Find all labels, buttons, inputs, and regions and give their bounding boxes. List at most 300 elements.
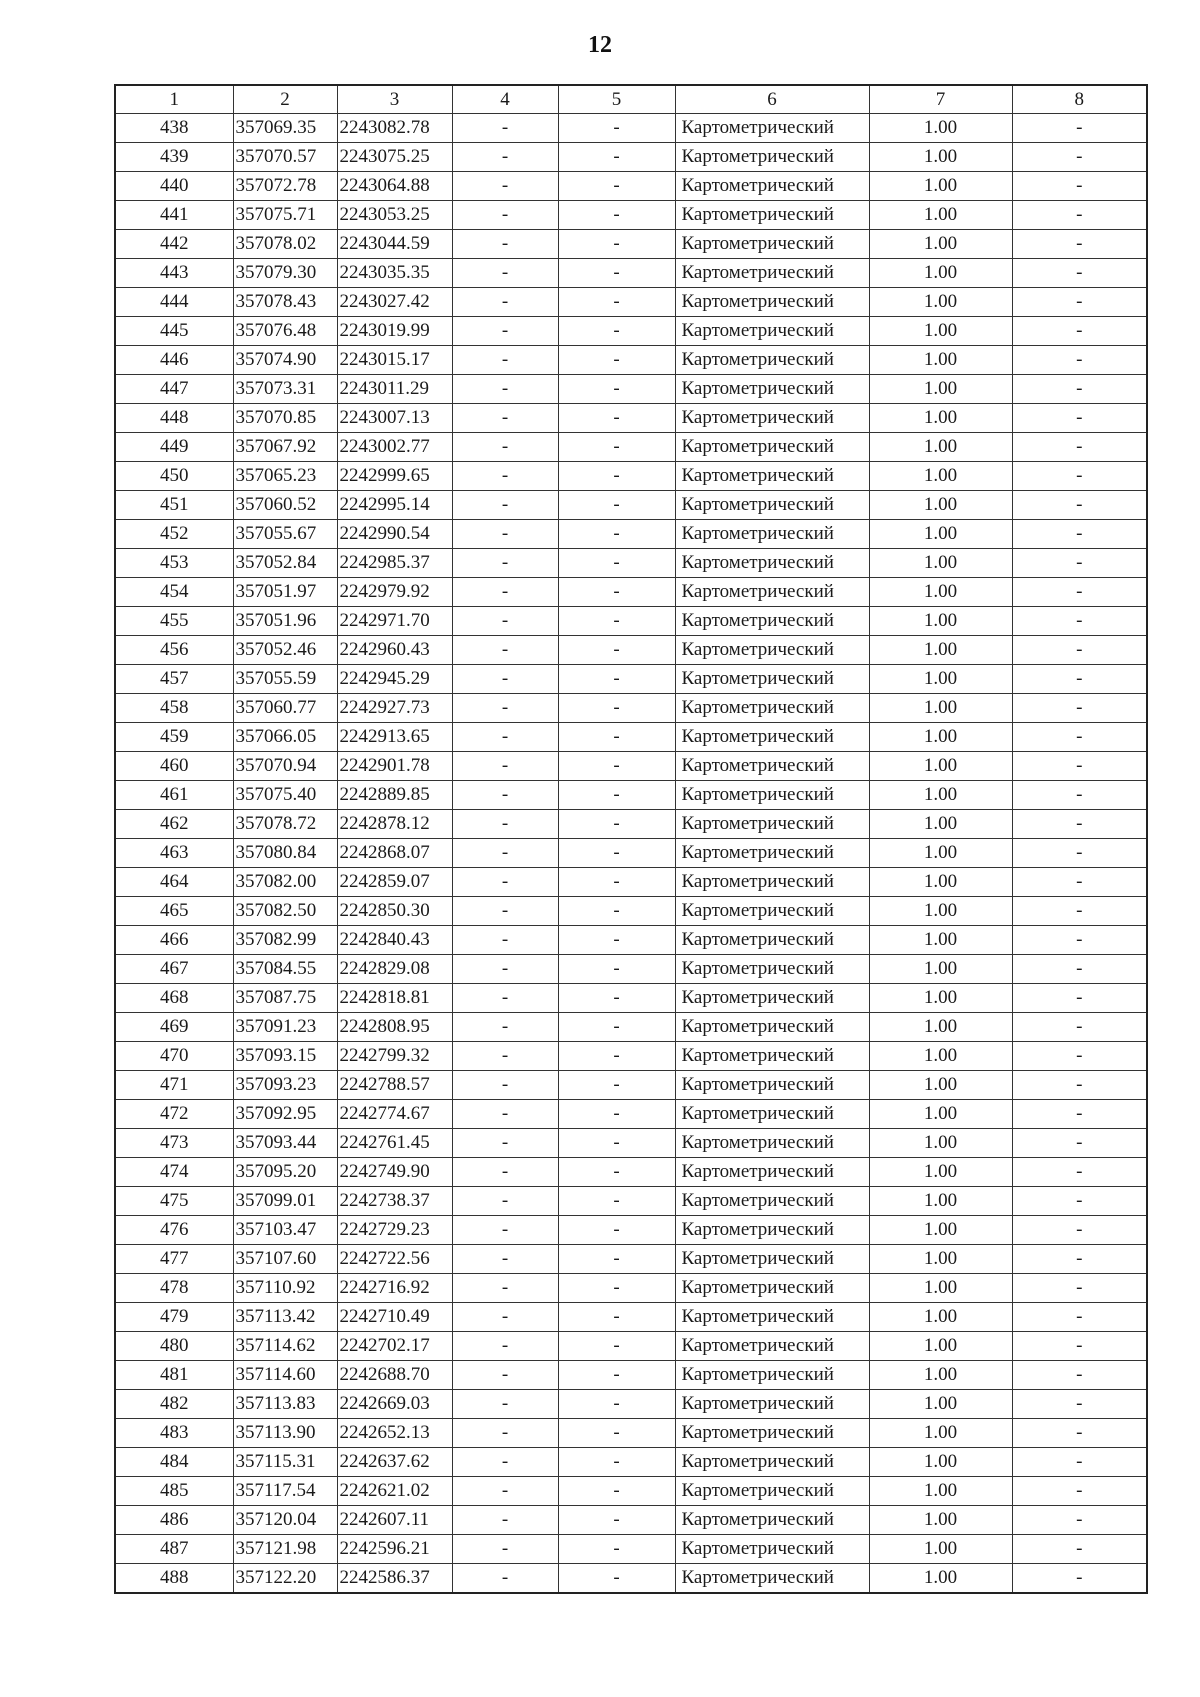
accuracy-cell: 1.00 [869, 897, 1012, 926]
col5-cell: - [558, 172, 675, 201]
col4-cell: - [452, 1187, 558, 1216]
accuracy-cell: 1.00 [869, 752, 1012, 781]
accuracy-cell: 1.00 [869, 1390, 1012, 1419]
y-coordinate-cell: 2243064.88 [337, 172, 452, 201]
col8-cell: - [1012, 404, 1147, 433]
table-row [115, 433, 1147, 462]
table-row [115, 1303, 1147, 1332]
method-cell: Картометрический [675, 259, 869, 288]
method-cell: Картометрический [675, 1187, 869, 1216]
table-row [115, 143, 1147, 172]
table-row [115, 1535, 1147, 1564]
x-coordinate-cell: 357073.31 [233, 375, 337, 404]
point-number-cell: 484 [115, 1448, 233, 1477]
table-row [115, 1361, 1147, 1390]
method-cell: Картометрический [675, 694, 869, 723]
accuracy-cell: 1.00 [869, 1274, 1012, 1303]
col5-cell: - [558, 1129, 675, 1158]
col8-cell: - [1012, 462, 1147, 491]
point-number-cell: 479 [115, 1303, 233, 1332]
col5-cell: - [558, 143, 675, 172]
col5-cell: - [558, 1332, 675, 1361]
point-number-cell: 475 [115, 1187, 233, 1216]
y-coordinate-cell: 2242702.17 [337, 1332, 452, 1361]
col5-cell: - [558, 868, 675, 897]
accuracy-cell: 1.00 [869, 1013, 1012, 1042]
table-row [115, 636, 1147, 665]
accuracy-cell: 1.00 [869, 114, 1012, 143]
col8-cell: - [1012, 955, 1147, 984]
x-coordinate-cell: 357113.83 [233, 1390, 337, 1419]
col5-cell: - [558, 346, 675, 375]
y-coordinate-cell: 2242868.07 [337, 839, 452, 868]
accuracy-cell: 1.00 [869, 201, 1012, 230]
y-coordinate-cell: 2242999.65 [337, 462, 452, 491]
col4-cell: - [452, 839, 558, 868]
table-row [115, 404, 1147, 433]
column-header: 7 [869, 85, 1012, 114]
col8-cell: - [1012, 926, 1147, 955]
y-coordinate-cell: 2243035.35 [337, 259, 452, 288]
accuracy-cell: 1.00 [869, 781, 1012, 810]
column-header: 8 [1012, 85, 1147, 114]
col4-cell: - [452, 955, 558, 984]
col5-cell: - [558, 1390, 675, 1419]
col4-cell: - [452, 694, 558, 723]
col4-cell: - [452, 926, 558, 955]
x-coordinate-cell: 357115.31 [233, 1448, 337, 1477]
y-coordinate-cell: 2242722.56 [337, 1245, 452, 1274]
accuracy-cell: 1.00 [869, 1332, 1012, 1361]
y-coordinate-cell: 2242716.92 [337, 1274, 452, 1303]
x-coordinate-cell: 357084.55 [233, 955, 337, 984]
x-coordinate-cell: 357117.54 [233, 1477, 337, 1506]
col8-cell: - [1012, 1013, 1147, 1042]
table-row [115, 1274, 1147, 1303]
table-row [115, 375, 1147, 404]
x-coordinate-cell: 357113.90 [233, 1419, 337, 1448]
point-number-cell: 467 [115, 955, 233, 984]
x-coordinate-cell: 357055.59 [233, 665, 337, 694]
method-cell: Картометрический [675, 1361, 869, 1390]
accuracy-cell: 1.00 [869, 375, 1012, 404]
table-row [115, 723, 1147, 752]
table-row [115, 1129, 1147, 1158]
y-coordinate-cell: 2242738.37 [337, 1187, 452, 1216]
col4-cell: - [452, 1419, 558, 1448]
col8-cell: - [1012, 1477, 1147, 1506]
point-number-cell: 457 [115, 665, 233, 694]
col4-cell: - [452, 1100, 558, 1129]
accuracy-cell: 1.00 [869, 1100, 1012, 1129]
y-coordinate-cell: 2242596.21 [337, 1535, 452, 1564]
accuracy-cell: 1.00 [869, 955, 1012, 984]
col4-cell: - [452, 1274, 558, 1303]
table-row [115, 230, 1147, 259]
x-coordinate-cell: 357052.46 [233, 636, 337, 665]
x-coordinate-cell: 357093.44 [233, 1129, 337, 1158]
y-coordinate-cell: 2242889.85 [337, 781, 452, 810]
x-coordinate-cell: 357093.15 [233, 1042, 337, 1071]
col8-cell: - [1012, 1419, 1147, 1448]
method-cell: Картометрический [675, 636, 869, 665]
col8-cell: - [1012, 1158, 1147, 1187]
col5-cell: - [558, 897, 675, 926]
point-number-cell: 458 [115, 694, 233, 723]
column-header: 1 [115, 85, 233, 114]
accuracy-cell: 1.00 [869, 1448, 1012, 1477]
point-number-cell: 480 [115, 1332, 233, 1361]
col8-cell: - [1012, 1506, 1147, 1535]
x-coordinate-cell: 357070.94 [233, 752, 337, 781]
point-number-cell: 473 [115, 1129, 233, 1158]
method-cell: Картометрический [675, 868, 869, 897]
method-cell: Картометрический [675, 955, 869, 984]
page-number: 12 [588, 32, 612, 58]
x-coordinate-cell: 357078.43 [233, 288, 337, 317]
table-row [115, 549, 1147, 578]
col8-cell: - [1012, 723, 1147, 752]
col5-cell: - [558, 955, 675, 984]
table-row [115, 1390, 1147, 1419]
y-coordinate-cell: 2242859.07 [337, 868, 452, 897]
method-cell: Картометрический [675, 288, 869, 317]
point-number-cell: 443 [115, 259, 233, 288]
col8-cell: - [1012, 868, 1147, 897]
point-number-cell: 463 [115, 839, 233, 868]
y-coordinate-cell: 2242788.57 [337, 1071, 452, 1100]
accuracy-cell: 1.00 [869, 1158, 1012, 1187]
col4-cell: - [452, 230, 558, 259]
y-coordinate-cell: 2242990.54 [337, 520, 452, 549]
point-number-cell: 469 [115, 1013, 233, 1042]
point-number-cell: 483 [115, 1419, 233, 1448]
col8-cell: - [1012, 375, 1147, 404]
method-cell: Картометрический [675, 143, 869, 172]
col4-cell: - [452, 1303, 558, 1332]
col8-cell: - [1012, 433, 1147, 462]
accuracy-cell: 1.00 [869, 317, 1012, 346]
col4-cell: - [452, 433, 558, 462]
method-cell: Картометрический [675, 201, 869, 230]
y-coordinate-cell: 2242985.37 [337, 549, 452, 578]
method-cell: Картометрический [675, 114, 869, 143]
x-coordinate-cell: 357087.75 [233, 984, 337, 1013]
table-row [115, 114, 1147, 143]
col8-cell: - [1012, 1448, 1147, 1477]
table-row [115, 462, 1147, 491]
point-number-cell: 460 [115, 752, 233, 781]
point-number-cell: 452 [115, 520, 233, 549]
table-row [115, 1332, 1147, 1361]
x-coordinate-cell: 357082.00 [233, 868, 337, 897]
y-coordinate-cell: 2242669.03 [337, 1390, 452, 1419]
method-cell: Картометрический [675, 984, 869, 1013]
col5-cell: - [558, 1100, 675, 1129]
point-number-cell: 472 [115, 1100, 233, 1129]
accuracy-cell: 1.00 [869, 1042, 1012, 1071]
y-coordinate-cell: 2243075.25 [337, 143, 452, 172]
y-coordinate-cell: 2242840.43 [337, 926, 452, 955]
y-coordinate-cell: 2242688.70 [337, 1361, 452, 1390]
col5-cell: - [558, 723, 675, 752]
y-coordinate-cell: 2242729.23 [337, 1216, 452, 1245]
point-number-cell: 488 [115, 1564, 233, 1594]
col5-cell: - [558, 1042, 675, 1071]
x-coordinate-cell: 357121.98 [233, 1535, 337, 1564]
col8-cell: - [1012, 1564, 1147, 1594]
x-coordinate-cell: 357051.96 [233, 607, 337, 636]
accuracy-cell: 1.00 [869, 288, 1012, 317]
col5-cell: - [558, 520, 675, 549]
col4-cell: - [452, 404, 558, 433]
point-number-cell: 451 [115, 491, 233, 520]
col4-cell: - [452, 1245, 558, 1274]
col8-cell: - [1012, 1129, 1147, 1158]
col4-cell: - [452, 1390, 558, 1419]
accuracy-cell: 1.00 [869, 578, 1012, 607]
table-body [115, 114, 1147, 1594]
column-header: 4 [452, 85, 558, 114]
accuracy-cell: 1.00 [869, 404, 1012, 433]
accuracy-cell: 1.00 [869, 259, 1012, 288]
table-row [115, 926, 1147, 955]
method-cell: Картометрический [675, 1303, 869, 1332]
col8-cell: - [1012, 984, 1147, 1013]
col5-cell: - [558, 1216, 675, 1245]
accuracy-cell: 1.00 [869, 172, 1012, 201]
method-cell: Картометрический [675, 520, 869, 549]
col4-cell: - [452, 1013, 558, 1042]
table-row [115, 491, 1147, 520]
accuracy-cell: 1.00 [869, 723, 1012, 752]
y-coordinate-cell: 2242960.43 [337, 636, 452, 665]
col5-cell: - [558, 549, 675, 578]
x-coordinate-cell: 357070.85 [233, 404, 337, 433]
col8-cell: - [1012, 665, 1147, 694]
accuracy-cell: 1.00 [869, 607, 1012, 636]
point-number-cell: 474 [115, 1158, 233, 1187]
point-number-cell: 442 [115, 230, 233, 259]
col8-cell: - [1012, 1390, 1147, 1419]
accuracy-cell: 1.00 [869, 1245, 1012, 1274]
method-cell: Картометрический [675, 578, 869, 607]
accuracy-cell: 1.00 [869, 1506, 1012, 1535]
method-cell: Картометрический [675, 317, 869, 346]
accuracy-cell: 1.00 [869, 1535, 1012, 1564]
col8-cell: - [1012, 1303, 1147, 1332]
y-coordinate-cell: 2242808.95 [337, 1013, 452, 1042]
point-number-cell: 441 [115, 201, 233, 230]
point-number-cell: 461 [115, 781, 233, 810]
y-coordinate-cell: 2242774.67 [337, 1100, 452, 1129]
y-coordinate-cell: 2242652.13 [337, 1419, 452, 1448]
point-number-cell: 439 [115, 143, 233, 172]
accuracy-cell: 1.00 [869, 1419, 1012, 1448]
y-coordinate-cell: 2243044.59 [337, 230, 452, 259]
col8-cell: - [1012, 491, 1147, 520]
col8-cell: - [1012, 201, 1147, 230]
col5-cell: - [558, 1564, 675, 1594]
col4-cell: - [452, 665, 558, 694]
x-coordinate-cell: 357070.57 [233, 143, 337, 172]
x-coordinate-cell: 357076.48 [233, 317, 337, 346]
col4-cell: - [452, 143, 558, 172]
col5-cell: - [558, 1013, 675, 1042]
col5-cell: - [558, 607, 675, 636]
accuracy-cell: 1.00 [869, 1129, 1012, 1158]
col5-cell: - [558, 752, 675, 781]
point-number-cell: 455 [115, 607, 233, 636]
y-coordinate-cell: 2243011.29 [337, 375, 452, 404]
col8-cell: - [1012, 781, 1147, 810]
col5-cell: - [558, 1245, 675, 1274]
y-coordinate-cell: 2242710.49 [337, 1303, 452, 1332]
col8-cell: - [1012, 1216, 1147, 1245]
col5-cell: - [558, 259, 675, 288]
col8-cell: - [1012, 694, 1147, 723]
col5-cell: - [558, 1158, 675, 1187]
col8-cell: - [1012, 1361, 1147, 1390]
x-coordinate-cell: 357060.77 [233, 694, 337, 723]
accuracy-cell: 1.00 [869, 462, 1012, 491]
point-number-cell: 464 [115, 868, 233, 897]
point-number-cell: 438 [115, 114, 233, 143]
x-coordinate-cell: 357092.95 [233, 1100, 337, 1129]
method-cell: Картометрический [675, 549, 869, 578]
table-row [115, 694, 1147, 723]
table-row [115, 810, 1147, 839]
method-cell: Картометрический [675, 491, 869, 520]
x-coordinate-cell: 357052.84 [233, 549, 337, 578]
col8-cell: - [1012, 607, 1147, 636]
method-cell: Картометрический [675, 375, 869, 404]
accuracy-cell: 1.00 [869, 1071, 1012, 1100]
method-cell: Картометрический [675, 433, 869, 462]
point-number-cell: 444 [115, 288, 233, 317]
point-number-cell: 456 [115, 636, 233, 665]
col5-cell: - [558, 665, 675, 694]
accuracy-cell: 1.00 [869, 926, 1012, 955]
x-coordinate-cell: 357079.30 [233, 259, 337, 288]
col4-cell: - [452, 1129, 558, 1158]
method-cell: Картометрический [675, 1506, 869, 1535]
col5-cell: - [558, 1071, 675, 1100]
point-number-cell: 453 [115, 549, 233, 578]
accuracy-cell: 1.00 [869, 868, 1012, 897]
col5-cell: - [558, 781, 675, 810]
point-number-cell: 471 [115, 1071, 233, 1100]
y-coordinate-cell: 2242927.73 [337, 694, 452, 723]
y-coordinate-cell: 2242878.12 [337, 810, 452, 839]
col4-cell: - [452, 1332, 558, 1361]
col8-cell: - [1012, 1245, 1147, 1274]
y-coordinate-cell: 2242761.45 [337, 1129, 452, 1158]
col5-cell: - [558, 839, 675, 868]
point-number-cell: 485 [115, 1477, 233, 1506]
column-header: 3 [337, 85, 452, 114]
table-row [115, 346, 1147, 375]
method-cell: Картометрический [675, 230, 869, 259]
col8-cell: - [1012, 636, 1147, 665]
point-number-cell: 476 [115, 1216, 233, 1245]
y-coordinate-cell: 2242799.32 [337, 1042, 452, 1071]
table-row [115, 665, 1147, 694]
table-row [115, 520, 1147, 549]
col5-cell: - [558, 1303, 675, 1332]
col5-cell: - [558, 1535, 675, 1564]
table-row [115, 897, 1147, 926]
method-cell: Картометрический [675, 781, 869, 810]
col8-cell: - [1012, 1187, 1147, 1216]
table-row [115, 1477, 1147, 1506]
y-coordinate-cell: 2242995.14 [337, 491, 452, 520]
table-row [115, 781, 1147, 810]
table-row [115, 752, 1147, 781]
accuracy-cell: 1.00 [869, 549, 1012, 578]
method-cell: Картометрический [675, 1129, 869, 1158]
method-cell: Картометрический [675, 1071, 869, 1100]
x-coordinate-cell: 357069.35 [233, 114, 337, 143]
accuracy-cell: 1.00 [869, 665, 1012, 694]
method-cell: Картометрический [675, 346, 869, 375]
col4-cell: - [452, 1535, 558, 1564]
y-coordinate-cell: 2242818.81 [337, 984, 452, 1013]
header-row [115, 85, 1147, 114]
col4-cell: - [452, 868, 558, 897]
point-number-cell: 478 [115, 1274, 233, 1303]
col4-cell: - [452, 810, 558, 839]
y-coordinate-cell: 2243002.77 [337, 433, 452, 462]
col5-cell: - [558, 1419, 675, 1448]
col4-cell: - [452, 549, 558, 578]
table-row [115, 317, 1147, 346]
accuracy-cell: 1.00 [869, 433, 1012, 462]
table-row [115, 955, 1147, 984]
method-cell: Картометрический [675, 1390, 869, 1419]
x-coordinate-cell: 357072.78 [233, 172, 337, 201]
x-coordinate-cell: 357110.92 [233, 1274, 337, 1303]
col5-cell: - [558, 230, 675, 259]
method-cell: Картометрический [675, 1245, 869, 1274]
method-cell: Картометрический [675, 462, 869, 491]
col4-cell: - [452, 201, 558, 230]
col5-cell: - [558, 375, 675, 404]
method-cell: Картометрический [675, 1535, 869, 1564]
col8-cell: - [1012, 839, 1147, 868]
table-row [115, 172, 1147, 201]
col4-cell: - [452, 259, 558, 288]
y-coordinate-cell: 2243027.42 [337, 288, 452, 317]
y-coordinate-cell: 2242979.92 [337, 578, 452, 607]
col4-cell: - [452, 491, 558, 520]
col8-cell: - [1012, 317, 1147, 346]
method-cell: Картометрический [675, 1100, 869, 1129]
col5-cell: - [558, 926, 675, 955]
col8-cell: - [1012, 114, 1147, 143]
point-number-cell: 448 [115, 404, 233, 433]
column-header: 2 [233, 85, 337, 114]
col5-cell: - [558, 1361, 675, 1390]
x-coordinate-cell: 357107.60 [233, 1245, 337, 1274]
col8-cell: - [1012, 172, 1147, 201]
col8-cell: - [1012, 1100, 1147, 1129]
x-coordinate-cell: 357075.71 [233, 201, 337, 230]
col4-cell: - [452, 114, 558, 143]
y-coordinate-cell: 2243007.13 [337, 404, 452, 433]
method-cell: Картометрический [675, 723, 869, 752]
table-row [115, 288, 1147, 317]
